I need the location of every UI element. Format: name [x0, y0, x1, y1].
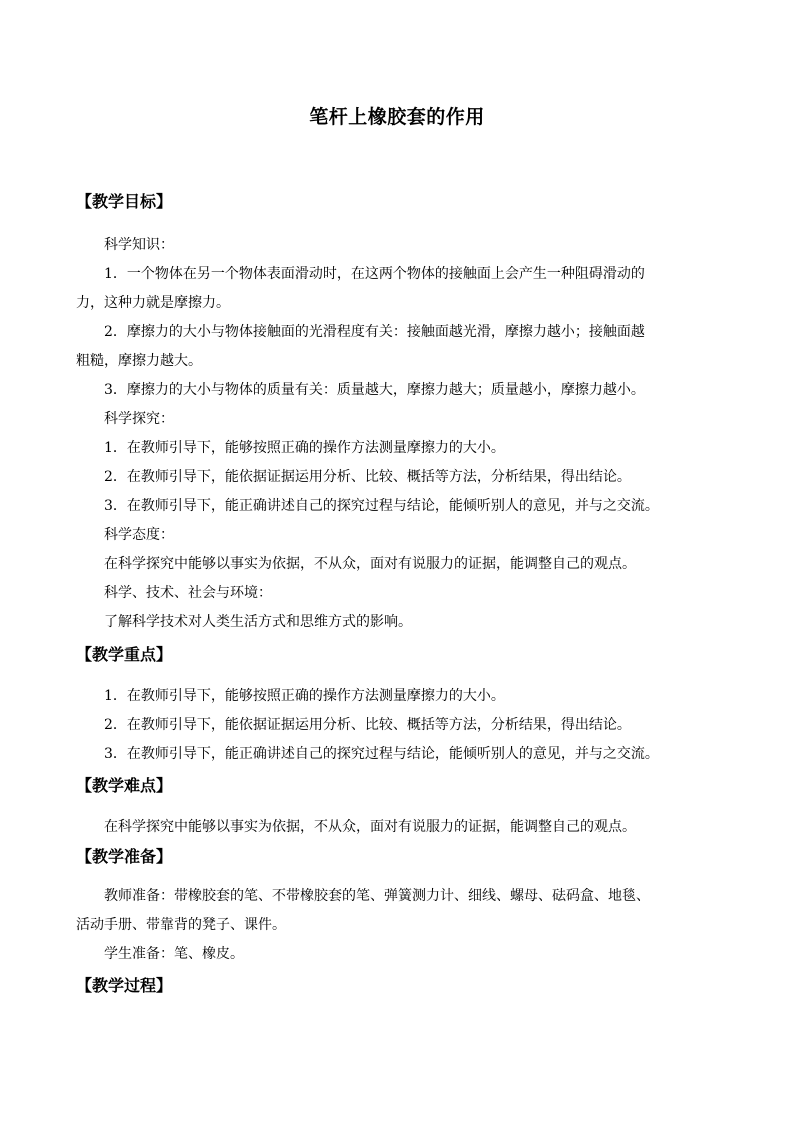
knowledge-item-2-line-1: 2．摩擦力的大小与物体接触面的光滑程度有关：接触面越光滑，摩擦力越小；接触面越 — [104, 324, 645, 340]
key-point-3: 3．在教师引导下，能正确讲述自己的探究过程与结论，能倾听别人的意见，并与之交流。 — [104, 746, 659, 762]
difficulties-text: 在科学探究中能够以事实为依据，不从众，面对有说服力的证据，能调整自己的观点。 — [104, 819, 636, 835]
goals-heading: 【教学目标】 — [76, 192, 173, 211]
inquiry-item-2: 2．在教师引导下，能依据证据运用分析、比较、概括等方法，分析结果，得出结论。 — [104, 469, 631, 485]
difficulties-heading: 【教学难点】 — [76, 776, 173, 795]
key-point-1: 1．在教师引导下，能够按照正确的操作方法测量摩擦力的大小。 — [104, 688, 505, 704]
inquiry-item-1: 1．在教师引导下，能够按照正确的操作方法测量摩擦力的大小。 — [104, 440, 505, 456]
sts-label: 科学、技术、社会与环境： — [104, 585, 272, 601]
attitude-text: 在科学探究中能够以事实为依据，不从众，面对有说服力的证据，能调整自己的观点。 — [104, 556, 636, 572]
key-points-heading: 【教学重点】 — [76, 645, 173, 664]
student-preparation: 学生准备：笔、橡皮。 — [104, 946, 244, 962]
sts-text: 了解科学技术对人类生活方式和思维方式的影响。 — [104, 614, 412, 630]
inquiry-item-3: 3．在教师引导下，能正确讲述自己的探究过程与结论，能倾听别人的意见，并与之交流。 — [104, 498, 659, 514]
page-title: 笔杆上橡胶套的作用 — [309, 106, 485, 128]
knowledge-item-1-line-1: 1．一个物体在另一个物体表面滑动时，在这两个物体的接触面上会产生一种阻碍滑动的 — [104, 266, 645, 282]
knowledge-label: 科学知识： — [104, 237, 174, 253]
process-heading: 【教学过程】 — [76, 976, 173, 995]
teacher-preparation-line-2: 活动手册、带靠背的凳子、课件。 — [76, 917, 286, 933]
key-point-2: 2．在教师引导下，能依据证据运用分析、比较、概括等方法，分析结果，得出结论。 — [104, 717, 631, 733]
knowledge-item-3: 3．摩擦力的大小与物体的质量有关：质量越大，摩擦力越大；质量越小，摩擦力越小。 — [104, 382, 645, 398]
attitude-label: 科学态度： — [104, 527, 174, 543]
teacher-preparation-line-1: 教师准备：带橡胶套的笔、不带橡胶套的笔、弹簧测力计、细线、螺母、砝码盒、地毯、 — [104, 888, 650, 904]
preparation-heading: 【教学准备】 — [76, 847, 173, 866]
knowledge-item-1-line-2: 力，这种力就是摩擦力。 — [76, 295, 230, 311]
knowledge-item-2-line-2: 粗糙，摩擦力越大。 — [76, 353, 202, 369]
inquiry-label: 科学探究： — [104, 411, 174, 427]
